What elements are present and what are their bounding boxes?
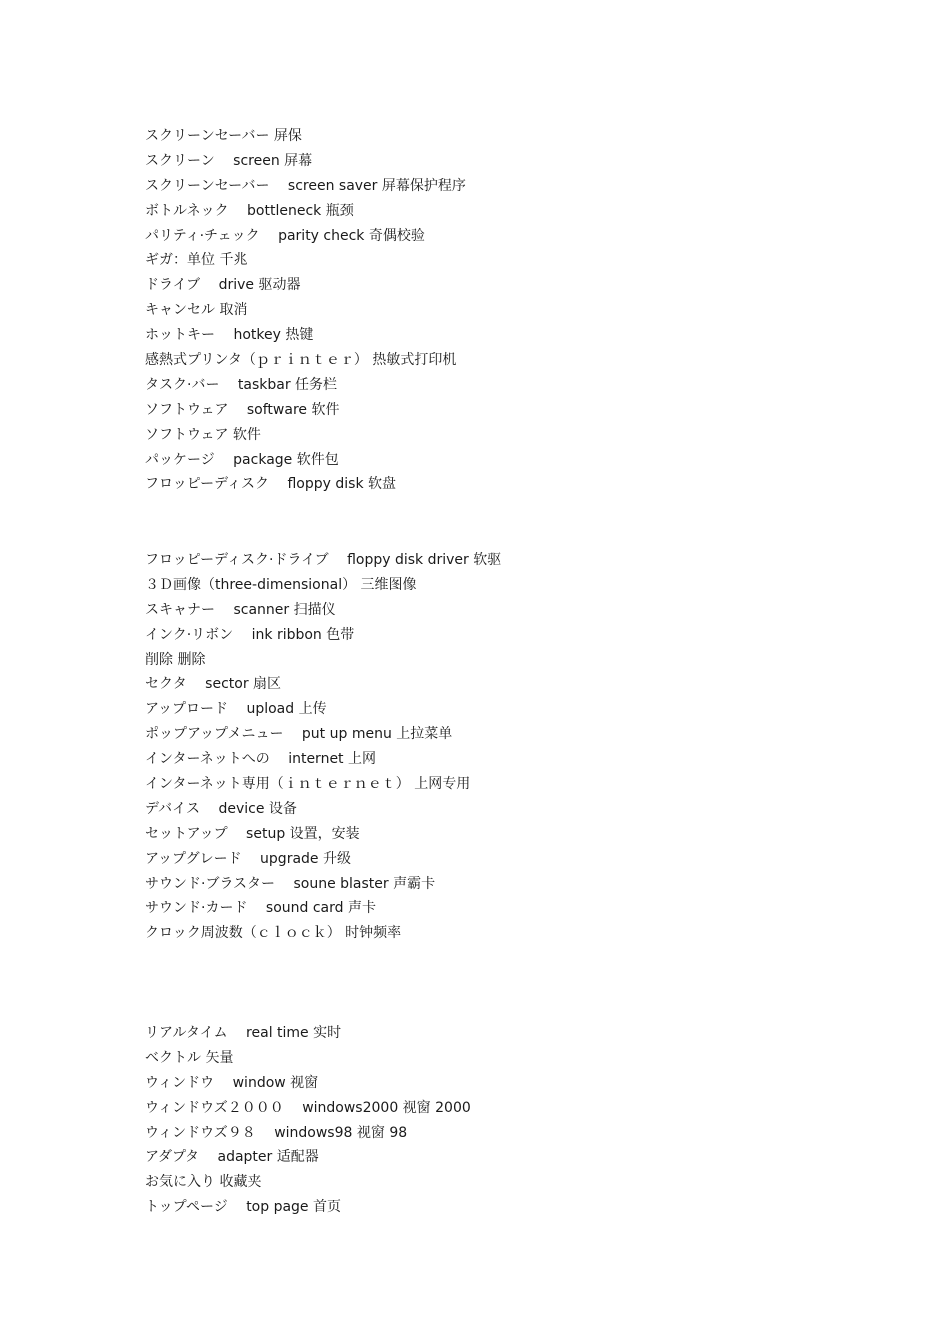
glossary-entry: スクリーンセーバー 屏保: [145, 128, 302, 144]
glossary-entry: フロッピーディスク floppy disk 软盘: [145, 476, 397, 493]
glossary-entry: アダプタ adapter 适配器: [145, 1149, 319, 1166]
glossary-entry: フロッピーディスク·ドライブ floppy disk driver 软驱: [145, 552, 502, 568]
glossary-entry: パッケージ package 软件包: [145, 451, 339, 468]
glossary-entry: アップロード upload 上传: [145, 701, 327, 718]
glossary-entry: トップページ top page 首页: [145, 1199, 341, 1216]
glossary-entry: 削除 删除: [145, 651, 206, 668]
glossary-entry: ドライブ drive 驱动器: [145, 277, 301, 294]
glossary-entry: インク·リボン ink ribbon 色带: [145, 626, 355, 643]
glossary-entry: ウィンドウズ２０００ windows2000 视窗 2000: [145, 1099, 471, 1116]
glossary-entry: スキャナー scanner 扫描仪: [145, 601, 336, 618]
glossary-entry: セクタ sector 扇区: [145, 676, 282, 693]
glossary-entry: 感熱式プリンタ（ｐｒｉｎｔｅｒ） 热敏式打印机: [145, 352, 457, 369]
glossary-entry: スクリーン screen 屏幕: [145, 152, 313, 169]
glossary-entry: ソフトウェア software 软件: [145, 401, 340, 418]
glossary-entry: タスク·バー taskbar 任务栏: [145, 376, 338, 393]
glossary-entry: インターネット専用（ｉｎｔｅｒｎｅｔ） 上网专用: [145, 776, 471, 793]
glossary-entry: ボトルネック bottleneck 瓶颈: [145, 202, 354, 219]
glossary-entry: ウィンドウ window 视窗: [145, 1074, 319, 1091]
glossary-entry: ３Ｄ画像（three-dimensional） 三维图像: [145, 576, 417, 593]
glossary-entry: リアルタイム real time 实时: [145, 1025, 342, 1041]
glossary-entry: スクリーンセーバー screen saver 屏幕保护程序: [145, 177, 466, 194]
glossary-entry: インターネットへの internet 上网: [145, 751, 376, 768]
glossary-entry: ギガ：单位 千兆: [145, 252, 248, 269]
glossary-entry: ベクトル 矢量: [145, 1049, 234, 1066]
glossary-section-1: [145, 124, 466, 497]
glossary-entry: ポップアップメニュー put up menu 上拉菜单: [145, 726, 453, 743]
glossary-entry: キャンセル 取消: [145, 302, 248, 319]
glossary-entry: クロック周波数（ｃｌｏｃｋ） 时钟频率: [145, 925, 402, 942]
glossary-section-3: [145, 1021, 471, 1220]
glossary-entry: パリティ·チェック parity check 奇偶校验: [145, 227, 425, 244]
glossary-section-2: [145, 548, 501, 946]
glossary-entry: ホットキー hotkey 热键: [145, 327, 314, 344]
glossary-entry: サウンド·ブラスター soune blaster 声霸卡: [145, 875, 436, 892]
glossary-entry: ウィンドウズ９８ windows98 视窗 98: [145, 1124, 408, 1141]
glossary-entry: ソフトウェア 软件: [145, 426, 261, 443]
glossary-entry: セットアップ setup 设置，安装: [145, 825, 360, 842]
glossary-entry: サウンド·カード sound card 声卡: [145, 900, 376, 917]
glossary-entry: お気に入り 收藏夹: [145, 1174, 262, 1191]
glossary-entry: アップグレード upgrade 升级: [145, 850, 351, 867]
glossary-entry: デバイス device 设备: [145, 800, 297, 817]
